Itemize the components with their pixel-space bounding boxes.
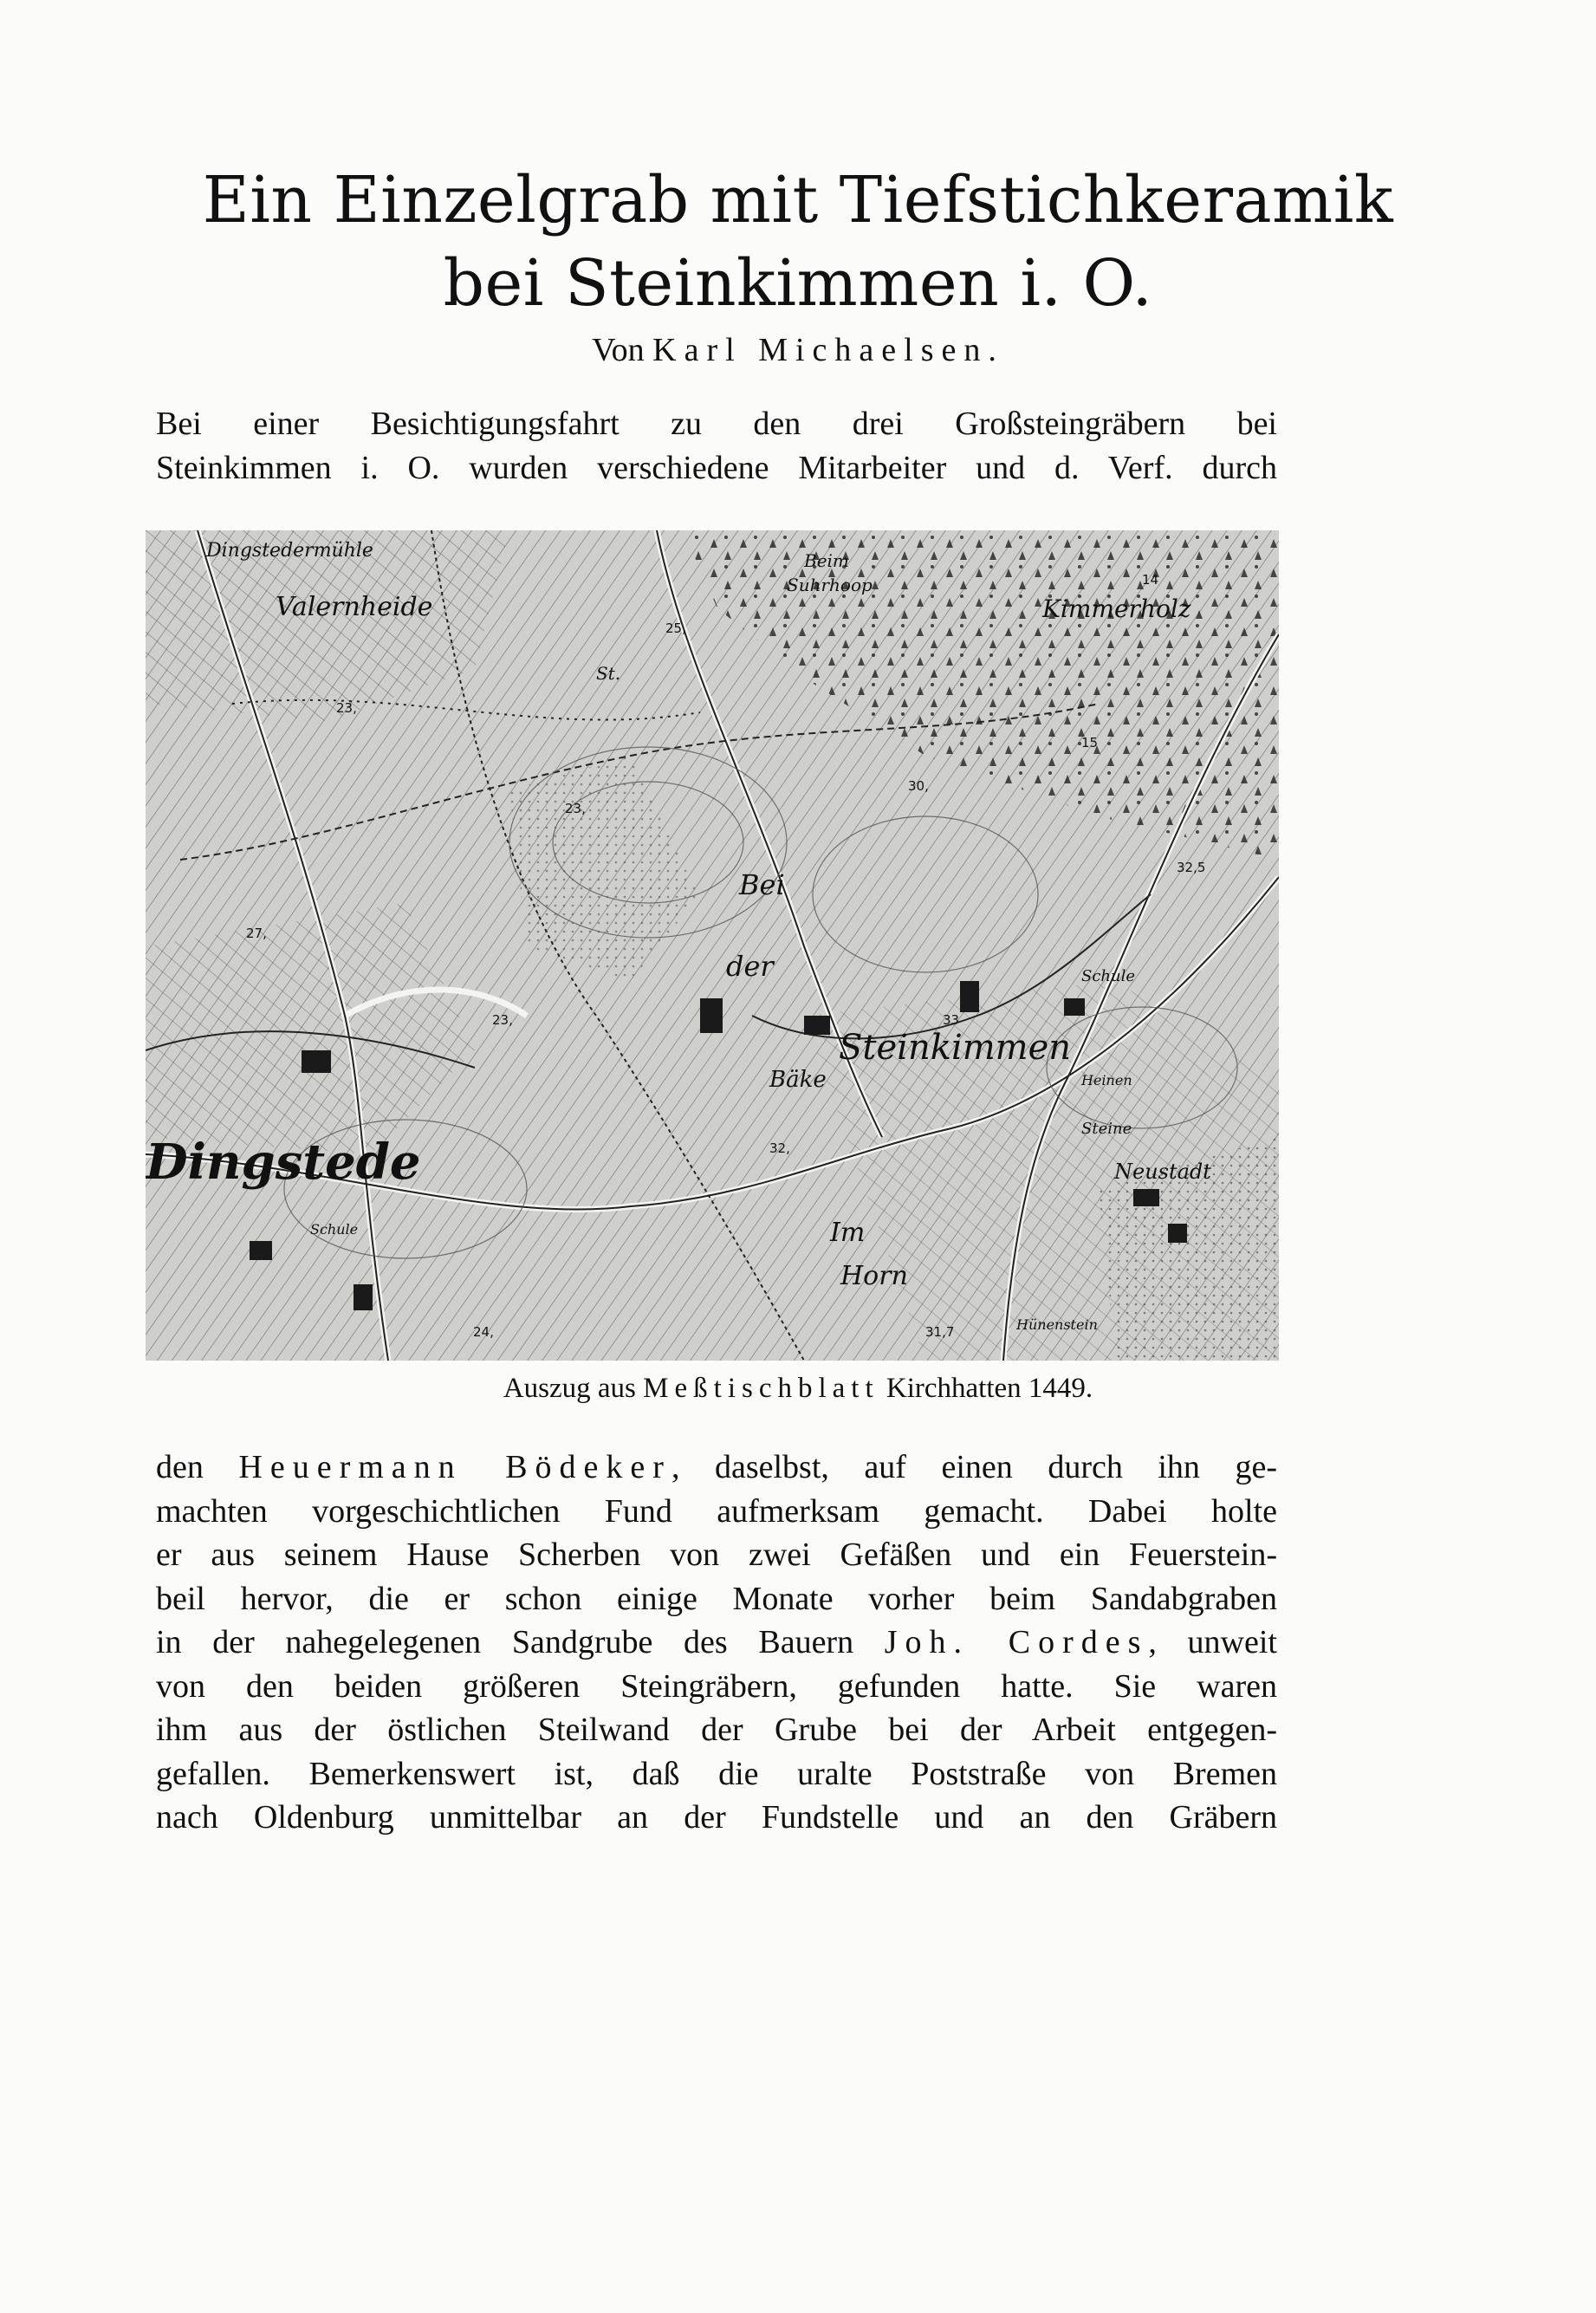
author-name: Karl Michaelsen. bbox=[652, 332, 1004, 368]
map-label-bei: Bei bbox=[739, 868, 785, 901]
map-height: 23, bbox=[492, 1012, 513, 1028]
text-line: Steinkimmen i. O. wurden verschiedene Mitarbeiter und d. Verf. durch bbox=[156, 449, 1277, 486]
map-label-steinkimmen: Steinkimmen bbox=[839, 1028, 1072, 1068]
map-label-kimmerholz: Kimmerholz bbox=[1042, 594, 1191, 623]
map-height: 31,7 bbox=[925, 1324, 955, 1340]
map-label-dingstedermuhle: Dingstedermühle bbox=[206, 540, 373, 562]
text-line: machten vorgeschichtlichen Fund aufmerksam gemacht. Dabei holte bbox=[156, 1492, 1277, 1530]
text-line: beil hervor, die er schon einige Monate vorher beim Sandabgraben bbox=[156, 1580, 1277, 1617]
map-height: 32, bbox=[769, 1140, 790, 1156]
caption-prefix: Auszug aus bbox=[503, 1373, 636, 1404]
map-label-suhrhoop: Suhrhoop bbox=[787, 575, 873, 595]
map-label-steine: Steine bbox=[1081, 1120, 1132, 1138]
article-title-line-2: bei Steinkimmen i. O. bbox=[443, 246, 1153, 321]
map-height: 23, bbox=[565, 801, 586, 816]
map-label-schule-west: Schule bbox=[310, 1221, 359, 1238]
map-height: 32,5 bbox=[1177, 860, 1206, 875]
map-height: 24, bbox=[473, 1324, 494, 1340]
caption-suffix: Kirchhatten 1449. bbox=[886, 1373, 1093, 1404]
map-label-heinen: Heinen bbox=[1081, 1072, 1132, 1088]
article-title-line-1: Ein Einzelgrab mit Tiefstichkeramik bbox=[202, 163, 1394, 237]
map-label-bake: Bäke bbox=[769, 1067, 827, 1093]
map-height: 23, bbox=[336, 700, 357, 716]
map-label-im: Im bbox=[830, 1218, 866, 1248]
intro-paragraph bbox=[156, 402, 1277, 490]
text-line: in der nahegelegenen Sandgrube des Bauern Joh. Cordes, unweit bbox=[156, 1624, 1277, 1660]
map-height: 33 bbox=[943, 1012, 960, 1028]
text-line: er aus seinem Hause Scherben von zwei Gefäßen und ein Feuerstein- bbox=[156, 1537, 1277, 1573]
text-line: gefallen. Bemerkenswert ist, daß die uralte Poststraße von Bremen bbox=[156, 1755, 1277, 1792]
map-height: 27, bbox=[246, 926, 267, 941]
map-caption bbox=[0, 1373, 1596, 1405]
text-line: den Heuermann Bödeker, daselbst, auf einen durch ihn ge- bbox=[156, 1449, 1277, 1485]
map-label-schule-east: Schule bbox=[1081, 967, 1136, 985]
map-label-dingstede: Dingstede bbox=[146, 1134, 421, 1191]
text-line: ihm aus der östlichen Steilwand der Grube bei der Arbeit entgegen- bbox=[156, 1712, 1277, 1748]
map-label-hunenstein: Hünenstein bbox=[1016, 1316, 1098, 1333]
map-height: 25, bbox=[665, 620, 686, 636]
text-line: nach Oldenburg unmittelbar an der Fundstelle und an den Gräbern bbox=[156, 1799, 1277, 1835]
map-label-st: St. bbox=[596, 663, 621, 684]
map-label-valernheide: Valernheide bbox=[276, 592, 433, 622]
map-height: 30, bbox=[908, 778, 929, 794]
topographic-map bbox=[146, 530, 1279, 1361]
text-line: von den beiden größeren Steingräbern, gefunden hatte. Sie waren bbox=[156, 1667, 1277, 1705]
map-label-der: der bbox=[726, 950, 774, 983]
caption-spaced: Meßtischblatt bbox=[643, 1373, 879, 1404]
text-line: Bei einer Besichtigungsfahrt zu den drei Großsteingräbern bei bbox=[156, 406, 1277, 442]
byline bbox=[0, 331, 1596, 369]
map-height: 14 bbox=[1142, 572, 1159, 588]
map-height: 15 bbox=[1081, 735, 1099, 750]
map-label-neustadt: Neustadt bbox=[1114, 1160, 1211, 1184]
map-label-beim: Beim bbox=[804, 550, 849, 571]
body-paragraph bbox=[156, 1446, 1277, 1840]
map-label-horn: Horn bbox=[840, 1261, 908, 1291]
byline-prefix: Von bbox=[592, 332, 645, 368]
